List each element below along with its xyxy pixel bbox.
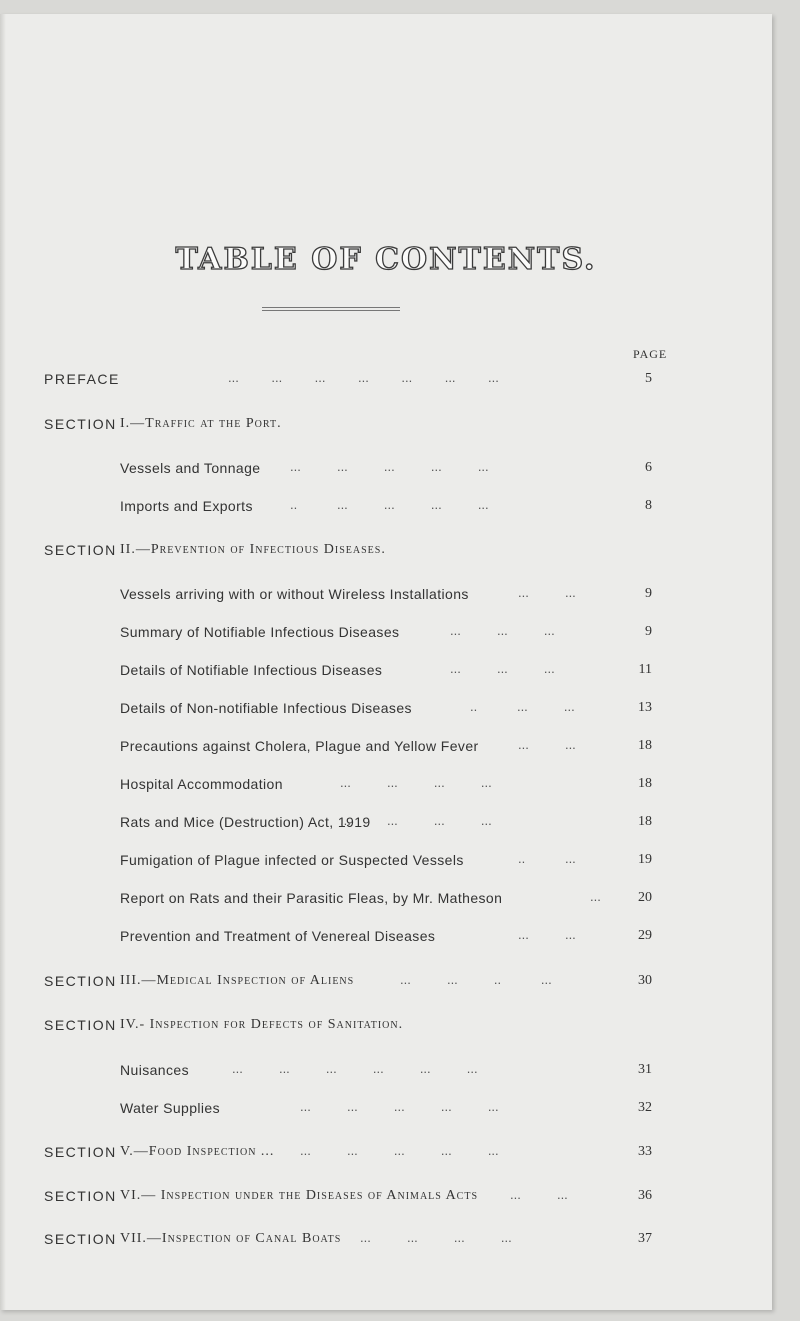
page-number: 32 — [638, 1100, 652, 1115]
section-title: V.—Food Inspection ... — [120, 1144, 275, 1159]
page-number: 19 — [638, 852, 652, 867]
leader-dots: ... ... .. ... — [400, 972, 552, 987]
page-number: 18 — [638, 814, 652, 829]
title-rule — [262, 307, 400, 308]
page-number: 9 — [645, 624, 652, 639]
toc-entry: Details of Non-notifiable Infectious Diseases — [120, 700, 412, 716]
toc-entry: Imports and Exports — [120, 498, 253, 514]
document-page — [0, 14, 772, 1310]
page-edge — [0, 14, 6, 1310]
toc-entry: Water Supplies — [120, 1100, 221, 1116]
page-number: 29 — [638, 928, 652, 943]
page-number: 6 — [645, 460, 652, 475]
section-label: SECTION — [44, 542, 117, 558]
toc-entry: Fumigation of Plague infected or Suspected Vessels — [120, 852, 464, 868]
page-number: 18 — [638, 738, 652, 753]
leader-dots: .. ... — [518, 851, 576, 866]
section-title: I.—Traffic at the Port. — [120, 416, 282, 431]
leader-dots: ... ... — [518, 585, 576, 600]
section-label: SECTION — [44, 1144, 117, 1160]
leader-dots: ... ... ... ... ... — [300, 1143, 499, 1158]
toc-entry: Nuisances — [120, 1062, 189, 1078]
toc-entry: Report on Rats and their Parasitic Fleas, by Mr. Matheson — [120, 890, 503, 906]
leader-dots: ... ... — [518, 737, 576, 752]
toc-entry: Prevention and Treatment of Venereal Diseases — [120, 928, 436, 944]
leader-dots: ... — [590, 889, 601, 904]
title-rule — [262, 310, 400, 311]
toc-entry: Rats and Mice (Destruction) Act, 1919 — [120, 814, 371, 830]
page-number: 30 — [638, 973, 652, 988]
toc-entry: Summary of Notifiable Infectious Diseases — [120, 624, 400, 640]
page-number: 20 — [638, 890, 652, 905]
leader-dots: ... ... ... ... ... ... ... — [228, 370, 499, 385]
leader-dots: ... ... ... ... — [340, 775, 492, 790]
page-number: 18 — [638, 776, 652, 791]
leader-dots: ... ... ... ... — [360, 1230, 512, 1245]
page-title: TABLE OF CONTENTS. — [175, 242, 597, 277]
page-number: 36 — [638, 1188, 652, 1203]
section-label: SECTION — [44, 1017, 117, 1033]
section-label: SECTION — [44, 1188, 117, 1204]
section-title: IV.- Inspection for Defects of Sanitation. — [120, 1017, 404, 1032]
section-title: VII.—Inspection of Canal Boats — [120, 1231, 342, 1246]
leader-dots: ... ... ... ... — [340, 813, 492, 828]
page-column-heading: PAGE — [633, 347, 668, 361]
page-number: 33 — [638, 1144, 652, 1159]
leader-dots: .. ... ... ... ... — [290, 497, 489, 512]
leader-dots: ... ... ... ... ... — [290, 459, 489, 474]
page-number: 31 — [638, 1062, 652, 1077]
leader-dots: ... ... ... — [450, 623, 555, 638]
leader-dots: ... ... — [518, 927, 576, 942]
section-label: SECTION — [44, 416, 117, 432]
section-title: II.—Prevention of Infectious Diseases. — [120, 542, 386, 557]
toc-entry: Vessels arriving with or without Wireless Installations — [120, 586, 469, 602]
page-number: 5 — [645, 371, 652, 386]
leader-dots: .. ... ... — [470, 699, 575, 714]
leader-dots: ... ... — [510, 1187, 568, 1202]
leader-dots: ... ... ... — [450, 661, 555, 676]
page-number: 13 — [638, 700, 652, 715]
preface-label: PREFACE — [44, 371, 120, 387]
toc-entry: Precautions against Cholera, Plague and Yellow Fever — [120, 738, 479, 754]
section-title: III.—Medical Inspection of Aliens — [120, 973, 355, 988]
toc-entry: Details of Notifiable Infectious Diseases — [120, 662, 383, 678]
leader-dots: ... ... ... ... ... ... — [232, 1061, 478, 1076]
page-number: 37 — [638, 1231, 652, 1246]
page-number: 11 — [638, 662, 652, 677]
section-label: SECTION — [44, 973, 117, 989]
toc-entry: Vessels and Tonnage — [120, 460, 261, 476]
toc-entry: Hospital Accommodation — [120, 776, 283, 792]
section-label: SECTION — [44, 1231, 117, 1247]
leader-dots: ... ... ... ... ... — [300, 1099, 499, 1114]
section-title: VI.— Inspection under the Diseases of Animals Acts — [120, 1188, 479, 1203]
page-number: 8 — [645, 498, 652, 513]
page-number: 9 — [645, 586, 652, 601]
